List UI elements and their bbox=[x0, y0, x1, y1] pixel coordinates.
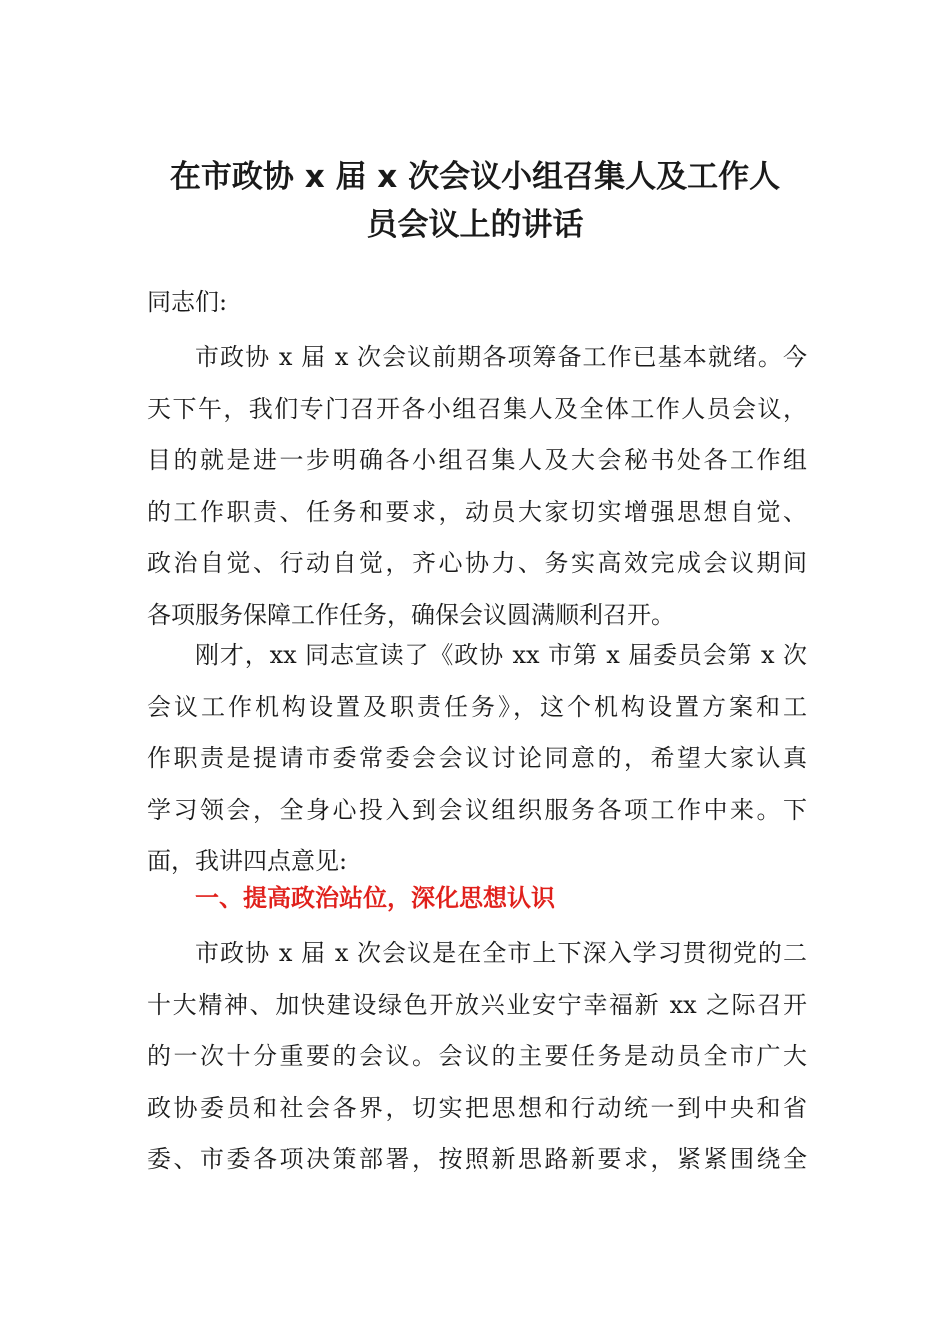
paragraph-2-line: 刚才，xx 同志宣读了《政协 xx 市第 x 届委员会第 x 次 bbox=[195, 641, 807, 669]
document-title-line-2: 员会议上的讲话 bbox=[366, 207, 584, 243]
paragraph-2-line: 作职责是提请市委常委会会议讨论同意的，希望大家认真 bbox=[147, 744, 807, 772]
salutation: 同志们: bbox=[147, 288, 228, 316]
paragraph-3-line: 的一次十分重要的会议。会议的主要任务是动员全市广大 bbox=[147, 1042, 807, 1070]
paragraph-2 bbox=[147, 630, 807, 888]
paragraph-1-line: 的工作职责、任务和要求，动员大家切实增强思想自觉、 bbox=[147, 497, 807, 526]
paragraph-3-line: 十大精神、加快建设绿色开放兴业安宁幸福新 xx 之际召开 bbox=[147, 990, 807, 1019]
paragraph-2-line: 学习领会，全身心投入到会议组织服务各项工作中来。下 bbox=[147, 795, 807, 824]
paragraph-3-line: 市政协 x 届 x 次会议是在全市上下深入学习贯彻党的二 bbox=[195, 939, 807, 967]
document-title-line-1: 在市政协 x 届 x 次会议小组召集人及工作人 bbox=[169, 159, 781, 195]
paragraph-1-line: 政治自觉、行动自觉，齐心协力、务实高效完成会议期间 bbox=[147, 549, 807, 577]
paragraph-3 bbox=[147, 928, 807, 1186]
section-heading-1: 一、提高政治站位，深化思想认识 bbox=[195, 884, 555, 912]
paragraph-3-line: 政协委员和社会各界，切实把思想和行动统一到中央和省 bbox=[147, 1093, 807, 1122]
paragraph-1-line: 市政协 x 届 x 次会议前期各项筹备工作已基本就绪。今 bbox=[195, 343, 807, 371]
paragraph-1-line: 目的就是进一步明确各小组召集人及大会秘书处各工作组 bbox=[147, 446, 807, 474]
paragraph-1-line: 天下午，我们专门召开各小组召集人及全体工作人员会议， bbox=[147, 394, 807, 423]
paragraph-2-line: 面，我讲四点意见: bbox=[147, 847, 348, 875]
paragraph-2-line: 会议工作机构设置及职责任务》，这个机构设置方案和工 bbox=[147, 692, 807, 721]
paragraph-1-line: 各项服务保障工作任务，确保会议圆满顺利召开。 bbox=[147, 600, 675, 629]
paragraph-1 bbox=[147, 332, 807, 641]
paragraph-3-line: 委、市委各项决策部署，按照新思路新要求，紧紧围绕全 bbox=[147, 1145, 807, 1173]
